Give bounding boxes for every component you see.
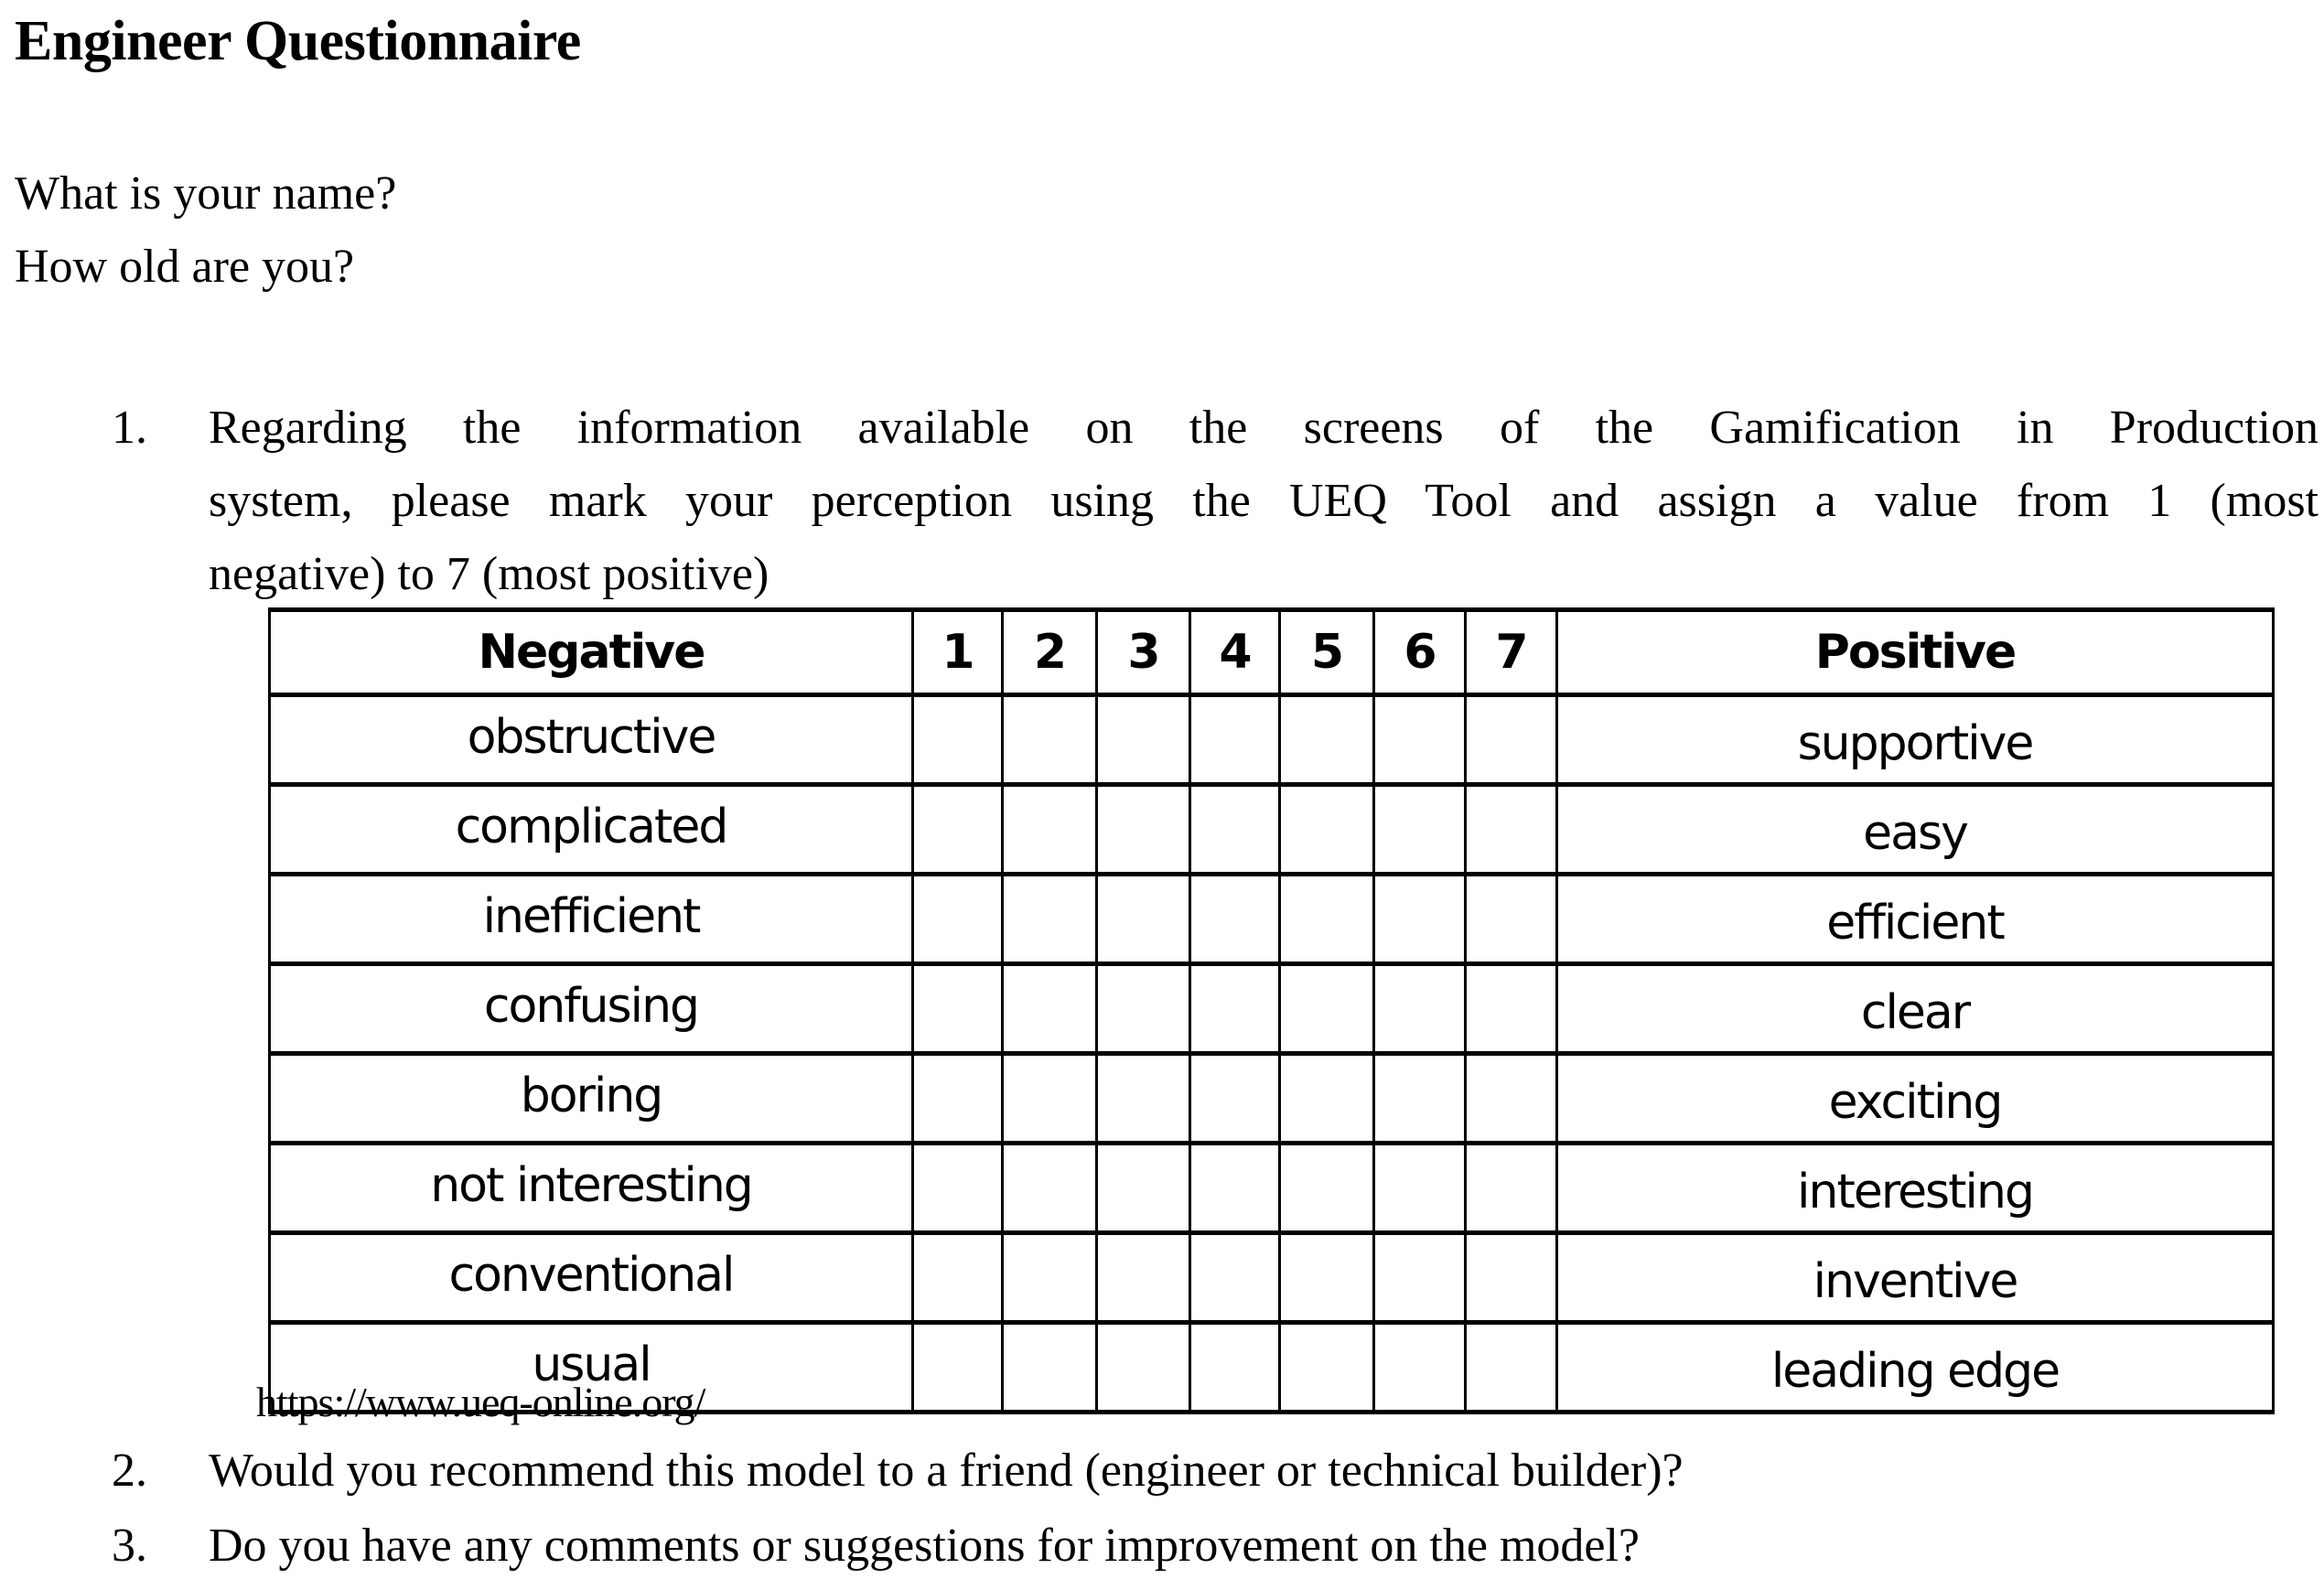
- header-scale-4: 4: [1190, 610, 1280, 695]
- header-scale-1: 1: [913, 610, 1003, 695]
- rating-cell-6[interactable]: [1374, 875, 1466, 964]
- rating-cell-1[interactable]: [913, 1144, 1003, 1233]
- rating-cell-2[interactable]: [1003, 875, 1097, 964]
- item-1-text: [209, 392, 2324, 611]
- rating-cell-5[interactable]: [1280, 785, 1374, 875]
- item-1-line-2: system, please mark your perception using the UEQ Tool and assign a value from 1 (most: [209, 475, 2319, 527]
- item-1-number: 1.: [112, 402, 147, 454]
- table-row: [270, 1144, 2274, 1233]
- positive-label: exciting: [1557, 1054, 2274, 1144]
- positive-label: leading edge: [1557, 1323, 2274, 1413]
- table-row: [270, 1054, 2274, 1144]
- rating-cell-2[interactable]: [1003, 785, 1097, 875]
- ueq-rating-table: [268, 607, 2275, 1414]
- rating-cell-7[interactable]: [1466, 1054, 1557, 1144]
- rating-cell-4[interactable]: [1190, 1323, 1280, 1413]
- rating-cell-4[interactable]: [1190, 1144, 1280, 1233]
- rating-cell-1[interactable]: [913, 1054, 1003, 1144]
- rating-cell-7[interactable]: [1466, 695, 1557, 785]
- rating-cell-7[interactable]: [1466, 785, 1557, 875]
- rating-cell-5[interactable]: [1280, 875, 1374, 964]
- rating-cell-3[interactable]: [1097, 1233, 1190, 1323]
- positive-label: interesting: [1557, 1144, 2274, 1233]
- rating-cell-3[interactable]: [1097, 875, 1190, 964]
- rating-cell-1[interactable]: [913, 785, 1003, 875]
- rating-cell-7[interactable]: [1466, 964, 1557, 1054]
- rating-cell-6[interactable]: [1374, 1323, 1466, 1413]
- rating-cell-1[interactable]: [913, 1323, 1003, 1413]
- rating-cell-6[interactable]: [1374, 695, 1466, 785]
- rating-cell-2[interactable]: [1003, 695, 1097, 785]
- positive-label: efficient: [1557, 875, 2274, 964]
- item-3-text: Do you have any comments or suggestions for improvement on the model?: [209, 1520, 1641, 1572]
- table-row: [270, 875, 2274, 964]
- rating-cell-3[interactable]: [1097, 1323, 1190, 1413]
- positive-label: supportive: [1557, 695, 2274, 785]
- rating-cell-5[interactable]: [1280, 1233, 1374, 1323]
- negative-label: usual: [270, 1323, 913, 1413]
- header-scale-6: 6: [1374, 610, 1466, 695]
- positive-label: clear: [1557, 964, 2274, 1054]
- ueq-header-row: [270, 610, 2274, 695]
- rating-cell-1[interactable]: [913, 695, 1003, 785]
- intro-question-age: How old are you?: [15, 241, 355, 293]
- rating-cell-6[interactable]: [1374, 1054, 1466, 1144]
- negative-label: conventional: [270, 1233, 913, 1323]
- header-positive: Positive: [1557, 610, 2274, 695]
- rating-cell-6[interactable]: [1374, 785, 1466, 875]
- rating-cell-3[interactable]: [1097, 785, 1190, 875]
- positive-label: inventive: [1557, 1233, 2274, 1323]
- rating-cell-1[interactable]: [913, 1233, 1003, 1323]
- rating-cell-1[interactable]: [913, 875, 1003, 964]
- rating-cell-7[interactable]: [1466, 875, 1557, 964]
- rating-cell-4[interactable]: [1190, 1233, 1280, 1323]
- rating-cell-6[interactable]: [1374, 1233, 1466, 1323]
- rating-cell-1[interactable]: [913, 964, 1003, 1054]
- rating-cell-4[interactable]: [1190, 785, 1280, 875]
- header-scale-5: 5: [1280, 610, 1374, 695]
- rating-cell-2[interactable]: [1003, 1233, 1097, 1323]
- source-url-text: https://www.ueq-online.org/: [256, 1379, 705, 1425]
- rating-cell-2[interactable]: [1003, 1144, 1097, 1233]
- rating-cell-5[interactable]: [1280, 1144, 1374, 1233]
- rating-cell-5[interactable]: [1280, 964, 1374, 1054]
- rating-cell-6[interactable]: [1374, 964, 1466, 1054]
- rating-cell-4[interactable]: [1190, 964, 1280, 1054]
- rating-cell-2[interactable]: [1003, 1323, 1097, 1413]
- rating-cell-5[interactable]: [1280, 695, 1374, 785]
- rating-cell-5[interactable]: [1280, 1054, 1374, 1144]
- negative-label: not interesting: [270, 1144, 913, 1233]
- item-2-number: 2.: [112, 1445, 147, 1497]
- rating-cell-4[interactable]: [1190, 875, 1280, 964]
- rating-cell-7[interactable]: [1466, 1144, 1557, 1233]
- item-2-text: Would you recommend this model to a friend (engineer or technical builder)?: [209, 1445, 1684, 1497]
- header-scale-3: 3: [1097, 610, 1190, 695]
- page-title: Engineer Questionnaire: [15, 10, 581, 72]
- header-negative: Negative: [270, 610, 913, 695]
- rating-cell-3[interactable]: [1097, 964, 1190, 1054]
- item-3-number: 3.: [112, 1520, 147, 1572]
- rating-cell-4[interactable]: [1190, 695, 1280, 785]
- table-row: [270, 785, 2274, 875]
- intro-question-name: What is your name?: [15, 167, 397, 220]
- rating-cell-2[interactable]: [1003, 964, 1097, 1054]
- negative-label: inefficient: [270, 875, 913, 964]
- positive-label: easy: [1557, 785, 2274, 875]
- negative-label: complicated: [270, 785, 913, 875]
- header-scale-7: 7: [1466, 610, 1557, 695]
- rating-cell-7[interactable]: [1466, 1233, 1557, 1323]
- table-row: [270, 964, 2274, 1054]
- item-1-line-1: Regarding the information available on the screens of the Gamification in Production: [209, 402, 2319, 454]
- negative-label: obstructive: [270, 695, 913, 785]
- rating-cell-7[interactable]: [1466, 1323, 1557, 1413]
- rating-cell-4[interactable]: [1190, 1054, 1280, 1144]
- rating-cell-2[interactable]: [1003, 1054, 1097, 1144]
- rating-cell-3[interactable]: [1097, 695, 1190, 785]
- negative-label: confusing: [270, 964, 913, 1054]
- table-row: [270, 1233, 2274, 1323]
- header-scale-2: 2: [1003, 610, 1097, 695]
- table-row: [270, 695, 2274, 785]
- rating-cell-3[interactable]: [1097, 1054, 1190, 1144]
- rating-cell-3[interactable]: [1097, 1144, 1190, 1233]
- rating-cell-5[interactable]: [1280, 1323, 1374, 1413]
- item-1-line-3: negative) to 7 (most positive): [209, 548, 769, 600]
- negative-label: boring: [270, 1054, 913, 1144]
- rating-cell-6[interactable]: [1374, 1144, 1466, 1233]
